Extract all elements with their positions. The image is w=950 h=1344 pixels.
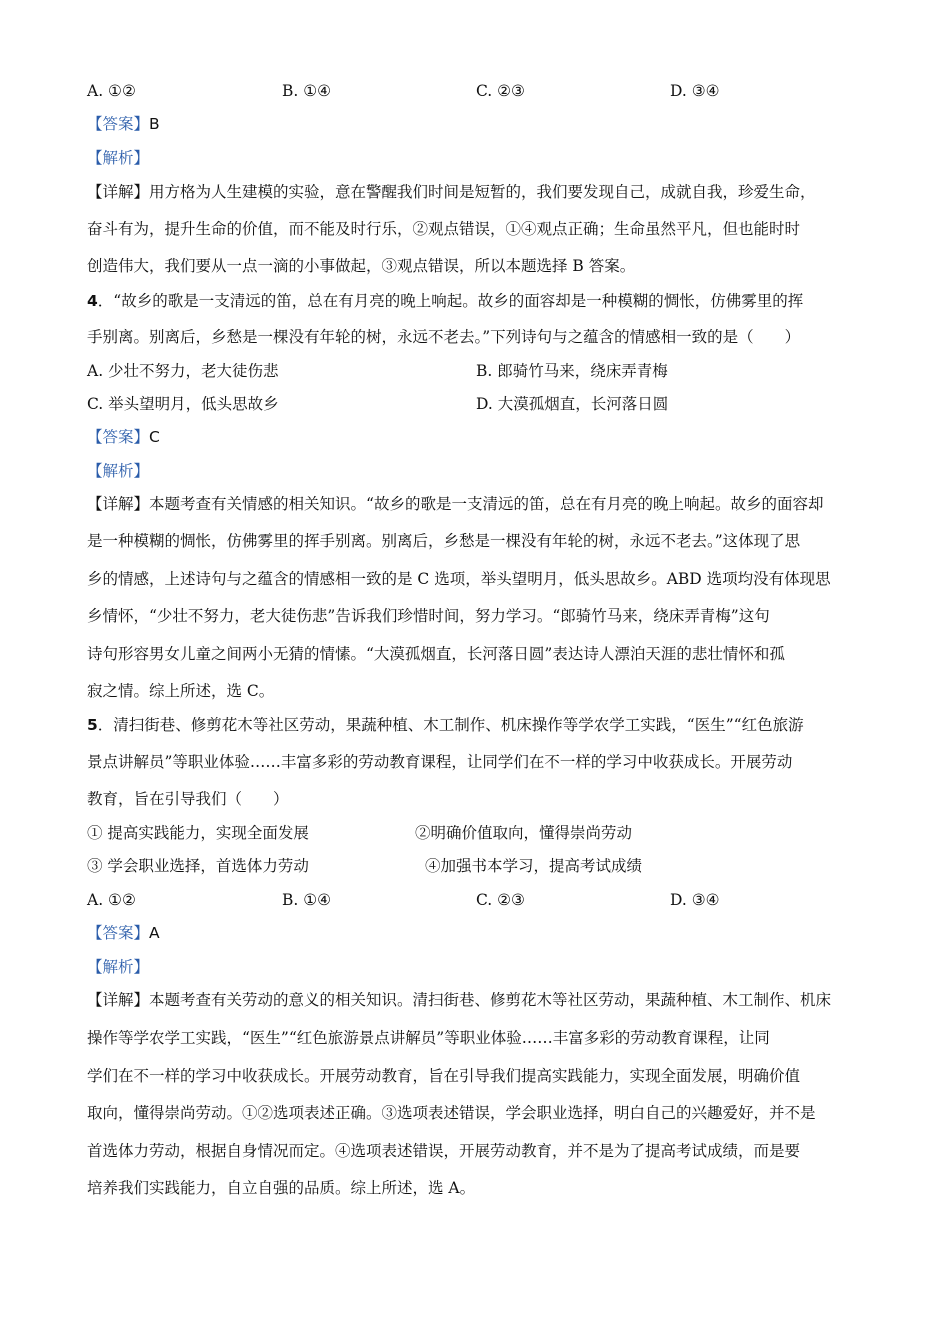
q4-option-d: D. 大漠孤烟直，长河落日圆 — [476, 395, 669, 413]
q4-option-b: B. 郎骑竹马来，绕床弄青梅 — [476, 362, 668, 380]
q3-detail-line: 【详解】用方格为人生建模的实验，意在警醒我们时间是短暂的，我们要发现自己，成就自我，珍爱生命， — [87, 183, 816, 201]
answer-tag: 【答案】 — [87, 428, 150, 446]
q5-statement-1: ① 提高实践能力，实现全面发展 — [87, 824, 309, 842]
analysis-tag: 【解析】 — [87, 462, 150, 480]
q3-option-b: B. ①④ — [282, 82, 332, 100]
answer-tag: 【答案】 — [87, 115, 150, 133]
q3-option-c: C. ②③ — [476, 82, 525, 100]
question-number: 5 — [87, 716, 98, 734]
q5-stem-line: 教育，旨在引导我们（ ） — [87, 790, 289, 808]
answer-value: A — [149, 924, 160, 942]
q3-detail-line: 奋斗有为，提升生命的价值，而不能及时行乐，②观点错误，①④观点正确；生命虽然平凡，但也能时时 — [87, 220, 801, 238]
q4-stem-line: 手别离。别离后，乡愁是一棵没有年轮的树，永远不老去。”下列诗句与之蕴含的情感相一致的是（ ） — [87, 328, 801, 346]
answer-tag: 【答案】 — [87, 924, 150, 942]
analysis-tag: 【解析】 — [87, 958, 150, 976]
q5-option-d: D. ③④ — [670, 891, 720, 909]
q4-option-a: A. 少壮不努力，老大徒伤悲 — [87, 362, 279, 380]
q5-detail-line: 学们在不一样的学习中收获成长。开展劳动教育，旨在引导我们提高实践能力，实现全面发展，明确价值 — [87, 1067, 801, 1085]
q5-answer — [87, 923, 867, 943]
q4-analysis — [87, 461, 867, 481]
q5-detail-line: 首选体力劳动，根据自身情况而定。④选项表述错误，开展劳动教育，并不是为了提高考试成绩，而是要 — [87, 1142, 801, 1160]
q5-stem-line: 景点讲解员”等职业体验……丰富多彩的劳动教育课程，让同学们在不一样的学习中收获成长。开展劳动 — [87, 753, 793, 771]
q4-detail-line: 乡情怀，“少壮不努力，老大徒伤悲”告诉我们珍惜时间，努力学习。“郎骑竹马来，绕床弄青梅”这句 — [87, 607, 770, 625]
q4-stem-line: 4．“故乡的歌是一支清远的笛，总在有月亮的晚上响起。故乡的面容却是一种模糊的惆怅，仿佛雾里的挥 — [87, 292, 804, 310]
analysis-tag: 【解析】 — [87, 149, 150, 167]
q5-detail-line: 培养我们实践能力，自立自强的品质。综上所述，选 A。 — [87, 1179, 476, 1197]
q5-stem-line: 5．清扫街巷、修剪花木等社区劳动，果蔬种植、木工制作、机床操作等学农学工实践，“医生”“红色旅游 — [87, 716, 804, 734]
q5-statement-3: ③ 学会职业选择，首选体力劳动 — [87, 857, 309, 875]
q5-detail-line: 取向，懂得崇尚劳动。①②选项表述正确。③选项表述错误，学会职业选择，明白自己的兴趣爱好，并不是 — [87, 1104, 816, 1122]
q3-detail-line: 创造伟大，我们要从一点一滴的小事做起，③观点错误，所以本题选择 B 答案。 — [87, 257, 636, 275]
q5-option-b: B. ①④ — [282, 891, 332, 909]
q3-answer — [87, 114, 867, 134]
q4-option-c: C. 举头望明月，低头思故乡 — [87, 395, 279, 413]
q3-option-a: A. ①② — [87, 82, 136, 100]
q5-detail-line: 【详解】本题考查有关劳动的意义的相关知识。清扫街巷、修剪花木等社区劳动，果蔬种植、木工制作、机床 — [87, 991, 832, 1009]
detail-tag: 【详解】 — [87, 991, 150, 1009]
q5-option-c: C. ②③ — [476, 891, 525, 909]
q4-detail-line: 乡的情感，上述诗句与之蕴含的情感相一致的是 C 选项，举头望明月，低头思故乡。ABD 选项均没有体现思 — [87, 570, 831, 588]
q4-detail-line: 【详解】本题考查有关情感的相关知识。“故乡的歌是一支清远的笛，总在有月亮的晚上响起。故乡的面容却 — [87, 495, 824, 513]
answer-value: C — [149, 428, 160, 446]
q4-detail-line: 寂之情。综上所述，选 C。 — [87, 682, 275, 700]
q5-detail-line: 操作等学农学工实践，“医生”“红色旅游景点讲解员”等职业体验……丰富多彩的劳动教育课程，让同 — [87, 1029, 770, 1047]
q4-detail-line: 诗句形容男女儿童之间两小无猜的情愫。“大漠孤烟直，长河落日圆”表达诗人漂泊天涯的悲壮情怀和孤 — [87, 645, 785, 663]
q3-analysis — [87, 148, 867, 168]
detail-tag: 【详解】 — [87, 495, 150, 513]
q3-option-d: D. ③④ — [670, 82, 720, 100]
q5-statement-4: ④加强书本学习，提高考试成绩 — [425, 857, 643, 875]
q5-option-a: A. ①② — [87, 891, 136, 909]
detail-tag: 【详解】 — [87, 183, 150, 201]
q5-analysis — [87, 957, 867, 977]
question-number: 4 — [87, 292, 98, 310]
q5-statement-2: ②明确价值取向，懂得崇尚劳动 — [415, 824, 633, 842]
q4-detail-line: 是一种模糊的惆怅，仿佛雾里的挥手别离。别离后，乡愁是一棵没有年轮的树，永远不老去。”这体现了思 — [87, 532, 801, 550]
q4-answer — [87, 427, 867, 447]
answer-value: B — [149, 115, 160, 133]
